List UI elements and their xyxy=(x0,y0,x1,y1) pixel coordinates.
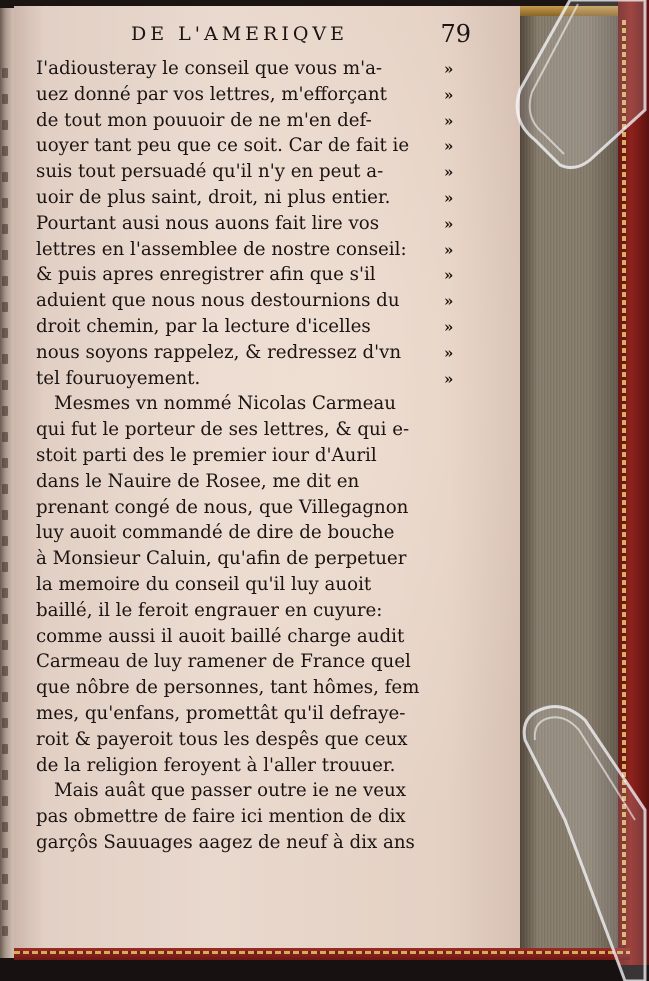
text-line xyxy=(36,830,496,856)
line-text: comme aussi il auoit baillé charge audit xyxy=(36,625,405,647)
quotation-mark: » xyxy=(444,369,455,388)
gutter-mark xyxy=(2,68,8,78)
line-text: roit & payeroit tous les despês que ceux xyxy=(36,728,408,750)
text-line xyxy=(36,108,496,134)
gutter-mark xyxy=(2,744,8,754)
line-text: suis tout persuadé qu'il n'y en peut a- xyxy=(36,161,384,183)
text-line xyxy=(36,778,496,804)
text-line xyxy=(36,649,496,675)
gutter-mark xyxy=(2,302,8,312)
gutter-mark xyxy=(2,224,8,234)
line-text: la memoire du conseil qu'il luy auoit xyxy=(36,574,372,595)
gutter-mark xyxy=(2,510,8,520)
background-bottom xyxy=(0,958,649,981)
quotation-mark: » xyxy=(444,189,455,207)
line-text: uoyer tant peu que ce soit. Car de fait ie xyxy=(36,135,410,157)
quotation-mark: » xyxy=(444,163,455,182)
line-text: mes, qu'enfans, promettât qu'il defraye- xyxy=(36,703,406,724)
gutter-mark xyxy=(2,822,8,832)
quotation-mark: » xyxy=(444,343,455,362)
line-text: I'adiousteray le conseil que vous m'a- xyxy=(36,58,383,79)
gutter-mark xyxy=(2,848,8,858)
line-text: à Monsieur Caluin, qu'afin de perpetuer xyxy=(36,548,407,570)
gutter-mark xyxy=(2,250,8,260)
gutter-mark xyxy=(2,94,8,104)
gutter-mark xyxy=(2,796,8,806)
line-text: qui fut le porteur de ses lettres, & qui e- xyxy=(36,419,410,441)
gutter-mark xyxy=(2,640,8,650)
gutter-mark xyxy=(2,718,8,728)
text-line xyxy=(36,159,496,185)
line-text: droit chemin, par la lecture d'icelles xyxy=(36,316,371,337)
gutter-mark xyxy=(2,692,8,702)
text-line xyxy=(36,288,496,314)
line-text: uez donné par vos lettres, m'efforçant xyxy=(36,83,387,105)
text-line xyxy=(36,546,496,572)
gutter-mark xyxy=(2,770,8,780)
text-line xyxy=(36,469,496,495)
gutter-mark xyxy=(2,874,8,884)
quotation-mark: » xyxy=(444,111,455,130)
text-line xyxy=(36,366,496,392)
gutter-mark xyxy=(2,406,8,416)
line-text: stoit parti des le premier iour d'Auril xyxy=(36,445,377,466)
gutter-mark xyxy=(2,458,8,468)
text-line xyxy=(36,572,496,598)
quotation-mark: » xyxy=(444,137,455,156)
quotation-mark: » xyxy=(444,266,455,285)
quotation-mark: » xyxy=(444,214,455,233)
text-line xyxy=(36,727,496,753)
gilt-binding-rule xyxy=(622,20,626,950)
line-text: Mais auât que passer outre ie ne veux xyxy=(54,780,407,802)
line-text: pas obmettre de faire ici mention de dix xyxy=(36,806,406,828)
gutter-mark xyxy=(2,614,8,624)
quotation-mark: » xyxy=(444,318,455,336)
fore-edge-shadow xyxy=(520,6,618,958)
gilt-edge-bottom xyxy=(14,948,630,960)
gutter-mark xyxy=(2,588,8,598)
text-line xyxy=(36,624,496,650)
text-line xyxy=(36,598,496,624)
line-text: Mesmes vn nommé Nicolas Carmeau xyxy=(54,393,396,415)
line-text: & puis apres enregistrer afin que s'il xyxy=(36,264,376,286)
gutter-mark xyxy=(2,666,8,676)
line-text: de tout mon pouuoir de ne m'en def- xyxy=(36,109,372,131)
gutter-mark xyxy=(2,926,8,936)
gutter-mark xyxy=(2,484,8,494)
quotation-mark: » xyxy=(444,240,455,259)
quotation-mark: » xyxy=(444,292,455,311)
line-text: nous soyons rappelez, & redressez d'vn xyxy=(36,341,402,363)
gutter-mark xyxy=(2,198,8,208)
gilt-edge-top xyxy=(520,6,630,16)
text-line xyxy=(36,804,496,830)
text-line xyxy=(36,211,496,237)
gutter-mark xyxy=(2,562,8,572)
line-text: tel fouruoyement. xyxy=(36,367,201,389)
quotation-mark: » xyxy=(444,60,455,78)
text-line xyxy=(36,340,496,366)
line-text: aduient que nous nous destournions du xyxy=(36,290,400,312)
gutter-mark xyxy=(2,120,8,130)
book-page xyxy=(14,6,524,958)
line-text: de la religion feroyent à l'aller trouuer. xyxy=(36,754,396,776)
running-head xyxy=(131,18,471,50)
text-line xyxy=(36,443,496,469)
gutter-mark xyxy=(2,900,8,910)
line-text: luy auoit commandé de dire de bouche xyxy=(36,522,395,544)
text-line xyxy=(36,495,496,521)
text-line xyxy=(36,391,496,417)
text-line xyxy=(36,56,496,82)
line-text: garçôs Sauuages aagez de neuf à dix ans xyxy=(36,832,415,853)
gutter-mark xyxy=(2,172,8,182)
gutter-mark xyxy=(2,146,8,156)
gutter-mark xyxy=(2,432,8,442)
text-line xyxy=(36,82,496,108)
text-line xyxy=(36,185,496,211)
gutter-mark xyxy=(2,354,8,364)
line-text: uoir de plus saint, droit, ni plus entier. xyxy=(36,187,391,208)
line-text: lettres en l'assemblee de nostre conseil: xyxy=(36,238,407,260)
gutter-ink-marks xyxy=(2,68,10,948)
text-line xyxy=(36,701,496,727)
line-text: baillé, il le feroit engrauer en cuyure: xyxy=(36,599,383,621)
text-line xyxy=(36,314,496,340)
line-text: que nôbre de personnes, tant hômes, fem xyxy=(36,677,420,699)
text-line xyxy=(36,237,496,263)
text-line xyxy=(36,133,496,159)
gutter-mark xyxy=(2,328,8,338)
quotation-mark: » xyxy=(444,85,455,104)
page-number: 79 xyxy=(440,20,471,48)
text-line xyxy=(36,262,496,288)
running-head-title: DE L'AMERIQVE xyxy=(131,23,349,45)
line-text: Carmeau de luy ramener de France quel xyxy=(36,651,411,673)
text-line xyxy=(36,675,496,701)
line-text: prenant congé de nous, que Villegagnon xyxy=(36,496,409,518)
text-line xyxy=(36,753,496,779)
text-line xyxy=(36,520,496,546)
gutter-mark xyxy=(2,276,8,286)
gutter-mark xyxy=(2,380,8,390)
text-line xyxy=(36,417,496,443)
gutter-mark xyxy=(2,536,8,546)
line-text: dans le Nauire de Rosee, me dit en xyxy=(36,470,360,492)
line-text: Pourtant ausi nous auons fait lire vos xyxy=(36,212,380,234)
